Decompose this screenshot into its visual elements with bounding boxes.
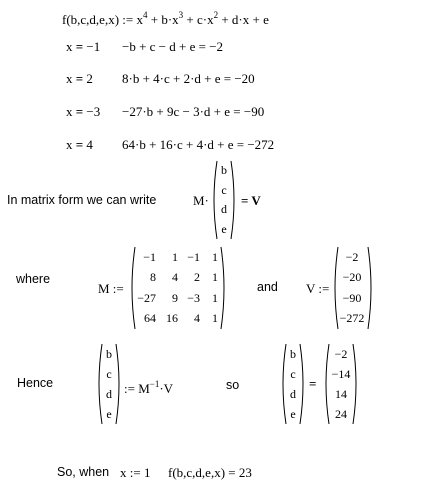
inverse-formula: := $M^{-1}\cdot V$: [124, 379, 174, 396]
equation-2: 8·b + 4·c + 2·d + e = −20: [122, 71, 255, 86]
matrix-rhs: = V: [241, 193, 261, 208]
V-label: V :=: [306, 281, 330, 296]
unknown-vector: b c d e: [221, 163, 227, 236]
eval-row-4: x = 4: [66, 137, 93, 152]
M-cell: 4: [194, 311, 200, 326]
M-cell: 64: [144, 311, 156, 326]
equation-1: −b + c − d + e = −2: [122, 39, 224, 54]
x-assignment: x := 1: [120, 465, 151, 480]
M-cell: 1: [212, 311, 218, 326]
M-label: M :=: [98, 281, 124, 296]
M-matrix: [134, 247, 218, 329]
M-cell: 4: [172, 270, 178, 285]
function-name: f(b,c,d,e,x): [62, 12, 120, 27]
V-vector: −2 −20 −90 −272: [339, 249, 365, 326]
function-definition: f(b,c,d,e,x) := $x^4 + b\cdot x^3 + c\cdot x^2 + d\cdot x + e$: [62, 10, 269, 27]
conclusion-text: So, when: [57, 465, 110, 479]
eval-row-2: x = 2: [66, 71, 93, 86]
eval-row-1: x = −1: [66, 39, 101, 54]
M-cell: 1: [212, 270, 218, 285]
where-text: where: [16, 272, 51, 286]
equation-4: 64·b + 16·c + 4·d + e = −272: [122, 137, 275, 152]
solution-vector: b c d e: [106, 346, 112, 421]
so-text: so: [226, 378, 240, 392]
M-cell: −1: [143, 249, 156, 264]
M-cell: 9: [172, 290, 178, 305]
result-vector: −2 −14 14 24: [331, 346, 351, 421]
M-cell: 1: [212, 290, 218, 305]
equation-3: −27·b + 9c − 3·d + e = −90: [122, 104, 265, 119]
assign-operator: :=: [122, 12, 134, 27]
M-cell: 2: [194, 270, 200, 285]
matrix-form-text: In matrix form we can write: [7, 193, 157, 207]
matrix-lhs: M·: [193, 193, 209, 208]
M-cell: 8: [150, 270, 156, 285]
M-cell: −3: [187, 290, 200, 305]
M-cell: −27: [137, 290, 156, 305]
M-cell: 1: [172, 249, 178, 264]
hence-text: Hence: [17, 376, 54, 390]
M-cell: 16: [166, 311, 178, 326]
and-text: and: [257, 280, 278, 294]
M-cell: 1: [212, 249, 218, 264]
result-equals: =: [309, 376, 317, 391]
result-lhs-vector: b c d e: [290, 346, 296, 421]
final-result: f(b,c,d,e,x) = 23: [168, 465, 252, 480]
eval-row-3: x = −3: [66, 104, 101, 119]
M-cell: −1: [187, 249, 200, 264]
